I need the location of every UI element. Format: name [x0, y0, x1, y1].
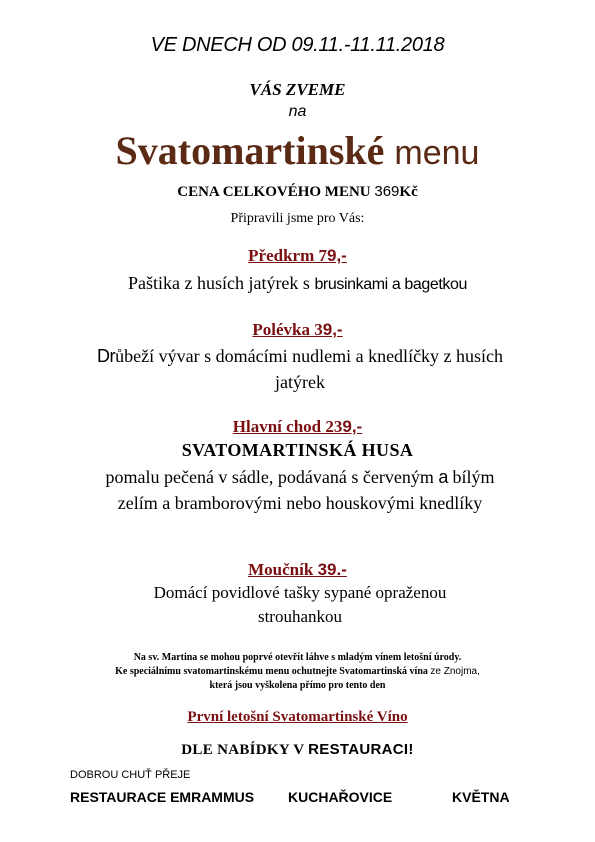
course-main-title [0, 417, 595, 437]
footer-town: KUCHAŘOVICE [288, 789, 393, 805]
date-range: VE DNECH OD 09.11.-11.11.2018 [150, 34, 445, 56]
note-line-2 [0, 665, 595, 679]
course-main-desc-serif-2: bílým zelím a bramborovými nebo houskovými knedlíky [117, 467, 495, 513]
menu-title [0, 127, 595, 174]
note-line-1: Na sv. Martina se mohou poprvé otevřít láhve s mladým vínem letošní úrody. [133, 652, 462, 663]
course-starter-price: 9,- [327, 246, 347, 265]
course-main-label: Hlavní chod 23 [232, 417, 343, 436]
menu-title-serif: Svatomartinské [115, 128, 385, 173]
course-soup-label: Polévka 3 [252, 320, 323, 339]
course-main-desc-sans: a [438, 467, 448, 487]
invitation-na: na [288, 103, 307, 120]
course-dessert-price: 39.- [317, 560, 347, 579]
offer-sans: RESTAURACI! [308, 741, 414, 758]
prepared-text: Připravili jsme pro Vás: [230, 211, 365, 226]
course-main-desc-serif-1: pomalu pečená v sádle, podávaná s červeným [105, 467, 434, 487]
course-dessert-label: Moučník [248, 560, 314, 579]
course-starter-label: Předkrm 7 [248, 246, 327, 265]
course-main-dish-name: SVATOMARTINSKÁ HUSA [181, 440, 414, 460]
total-price-number: 369 [374, 183, 400, 200]
course-dessert-description: Domácí povidlové tašky sypané opraženou strouhankou [153, 583, 447, 626]
course-soup-description [80, 343, 520, 395]
footer-month: KVĚTNA [452, 789, 510, 805]
note-line-3: která jsou vyškolena přímo pro tento den [209, 680, 386, 691]
wine-announcement: První letošní Svatomartinské Víno [187, 709, 408, 725]
course-main-description [85, 464, 515, 516]
note-line-2-sans: ze Znojma, [430, 666, 480, 677]
offer-serif: DLE NABÍDKY V [181, 742, 305, 758]
course-dessert-title [0, 560, 595, 580]
course-starter-desc-sans: brusinkami a bagetkou [314, 276, 468, 293]
course-soup-desc-sans: Dr [96, 346, 116, 366]
course-starter-description [0, 270, 595, 298]
total-price-line [0, 183, 595, 201]
total-price-label: CENA CELKOVÉHO MENU [177, 184, 371, 200]
menu-title-sans: menu [394, 134, 480, 172]
course-soup-title [0, 320, 595, 340]
course-starter-title [0, 246, 595, 266]
course-starter-desc-serif: Paštika z husích jatýrek s [127, 273, 310, 293]
course-soup-price: 9,- [322, 320, 343, 339]
footer-restaurant: RESTAURACE EMRAMMUS [70, 789, 255, 805]
note-line-2-serif: Ke speciálnímu svatomartinskému menu ochutnejte Svatomartinská vína [115, 666, 428, 677]
total-price-currency: Kč [399, 184, 418, 200]
wish-text: DOBROU CHUŤ PŘEJE [70, 769, 191, 781]
course-soup-desc-serif: ůbeží vývar s domácími nudlemi a knedlíčky z husích jatýrek [115, 346, 504, 392]
offer-line [0, 741, 595, 759]
course-main-price: 9,- [342, 417, 363, 436]
invitation-text: VÁS ZVEME [249, 80, 346, 99]
